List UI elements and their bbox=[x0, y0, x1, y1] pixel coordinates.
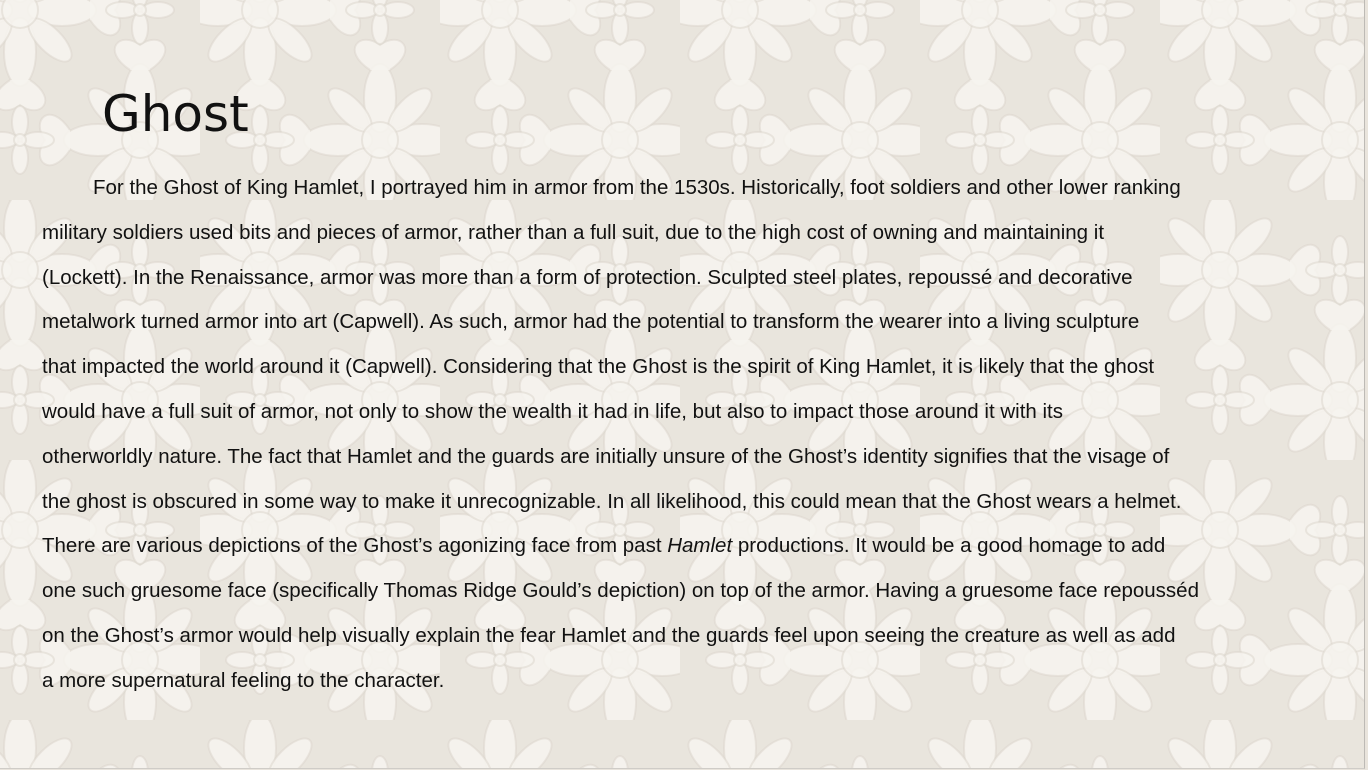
body-text-run: the ghost is obscured in some way to make it unrecognizable. In all likelihood, this could mean that the Ghost wears a helmet. bbox=[42, 489, 1182, 513]
body-text-run: (Lockett). In the Renaissance, armor was more than a form of protection. Sculpted steel plates, repoussé and decorative bbox=[42, 265, 1133, 289]
body-line bbox=[42, 659, 1332, 704]
slide-body-paragraph bbox=[42, 166, 1332, 704]
slide-title: Ghost bbox=[102, 85, 249, 143]
body-line bbox=[42, 256, 1332, 301]
body-line bbox=[42, 166, 1332, 211]
body-line bbox=[42, 524, 1332, 569]
body-text-run: productions. It would be a good homage to add bbox=[732, 534, 1166, 558]
body-text-run: that impacted the world around it (Capwell). Considering that the Ghost is the spirit of King Hamlet, it is likely that the ghost bbox=[42, 355, 1155, 379]
body-line bbox=[42, 480, 1332, 525]
body-line bbox=[42, 390, 1332, 435]
body-text-run: a more supernatural feeling to the character. bbox=[42, 668, 445, 692]
body-text-run: military soldiers used bits and pieces of armor, rather than a full suit, due to the high cost of owning and maintaining it bbox=[42, 220, 1105, 244]
body-line bbox=[42, 569, 1332, 614]
body-line bbox=[42, 300, 1332, 345]
italic-play-title: Hamlet bbox=[667, 534, 733, 558]
body-text-run: There are various depictions of the Ghost’s agonizing face from past bbox=[42, 534, 668, 558]
body-line bbox=[42, 211, 1332, 256]
body-text-run: would have a full suit of armor, not only to show the wealth it had in life, but also to impact those around it with its bbox=[42, 399, 1063, 423]
body-line bbox=[42, 435, 1332, 480]
body-text-run: For the Ghost of King Hamlet, I portrayed him in armor from the 1530s. Historically, foot soldiers and other lower ranking bbox=[93, 176, 1181, 199]
body-text-run: otherworldly nature. The fact that Hamlet and the guards are initially unsure of the Ghost’s identity signifies that the visage of bbox=[42, 444, 1170, 468]
body-text-run: one such gruesome face (specifically Thomas Ridge Gould’s depiction) on top of the armor. Having a gruesome face repousséd bbox=[42, 579, 1199, 603]
body-text-run: metalwork turned armor into art (Capwell). As such, armor had the potential to transform the wearer into a living sculpture bbox=[42, 310, 1140, 334]
body-text-run: on the Ghost’s armor would help visually explain the fear Hamlet and the guards feel upon seeing the creature as well as add bbox=[42, 623, 1176, 647]
body-line bbox=[42, 345, 1332, 390]
body-line bbox=[42, 614, 1332, 659]
